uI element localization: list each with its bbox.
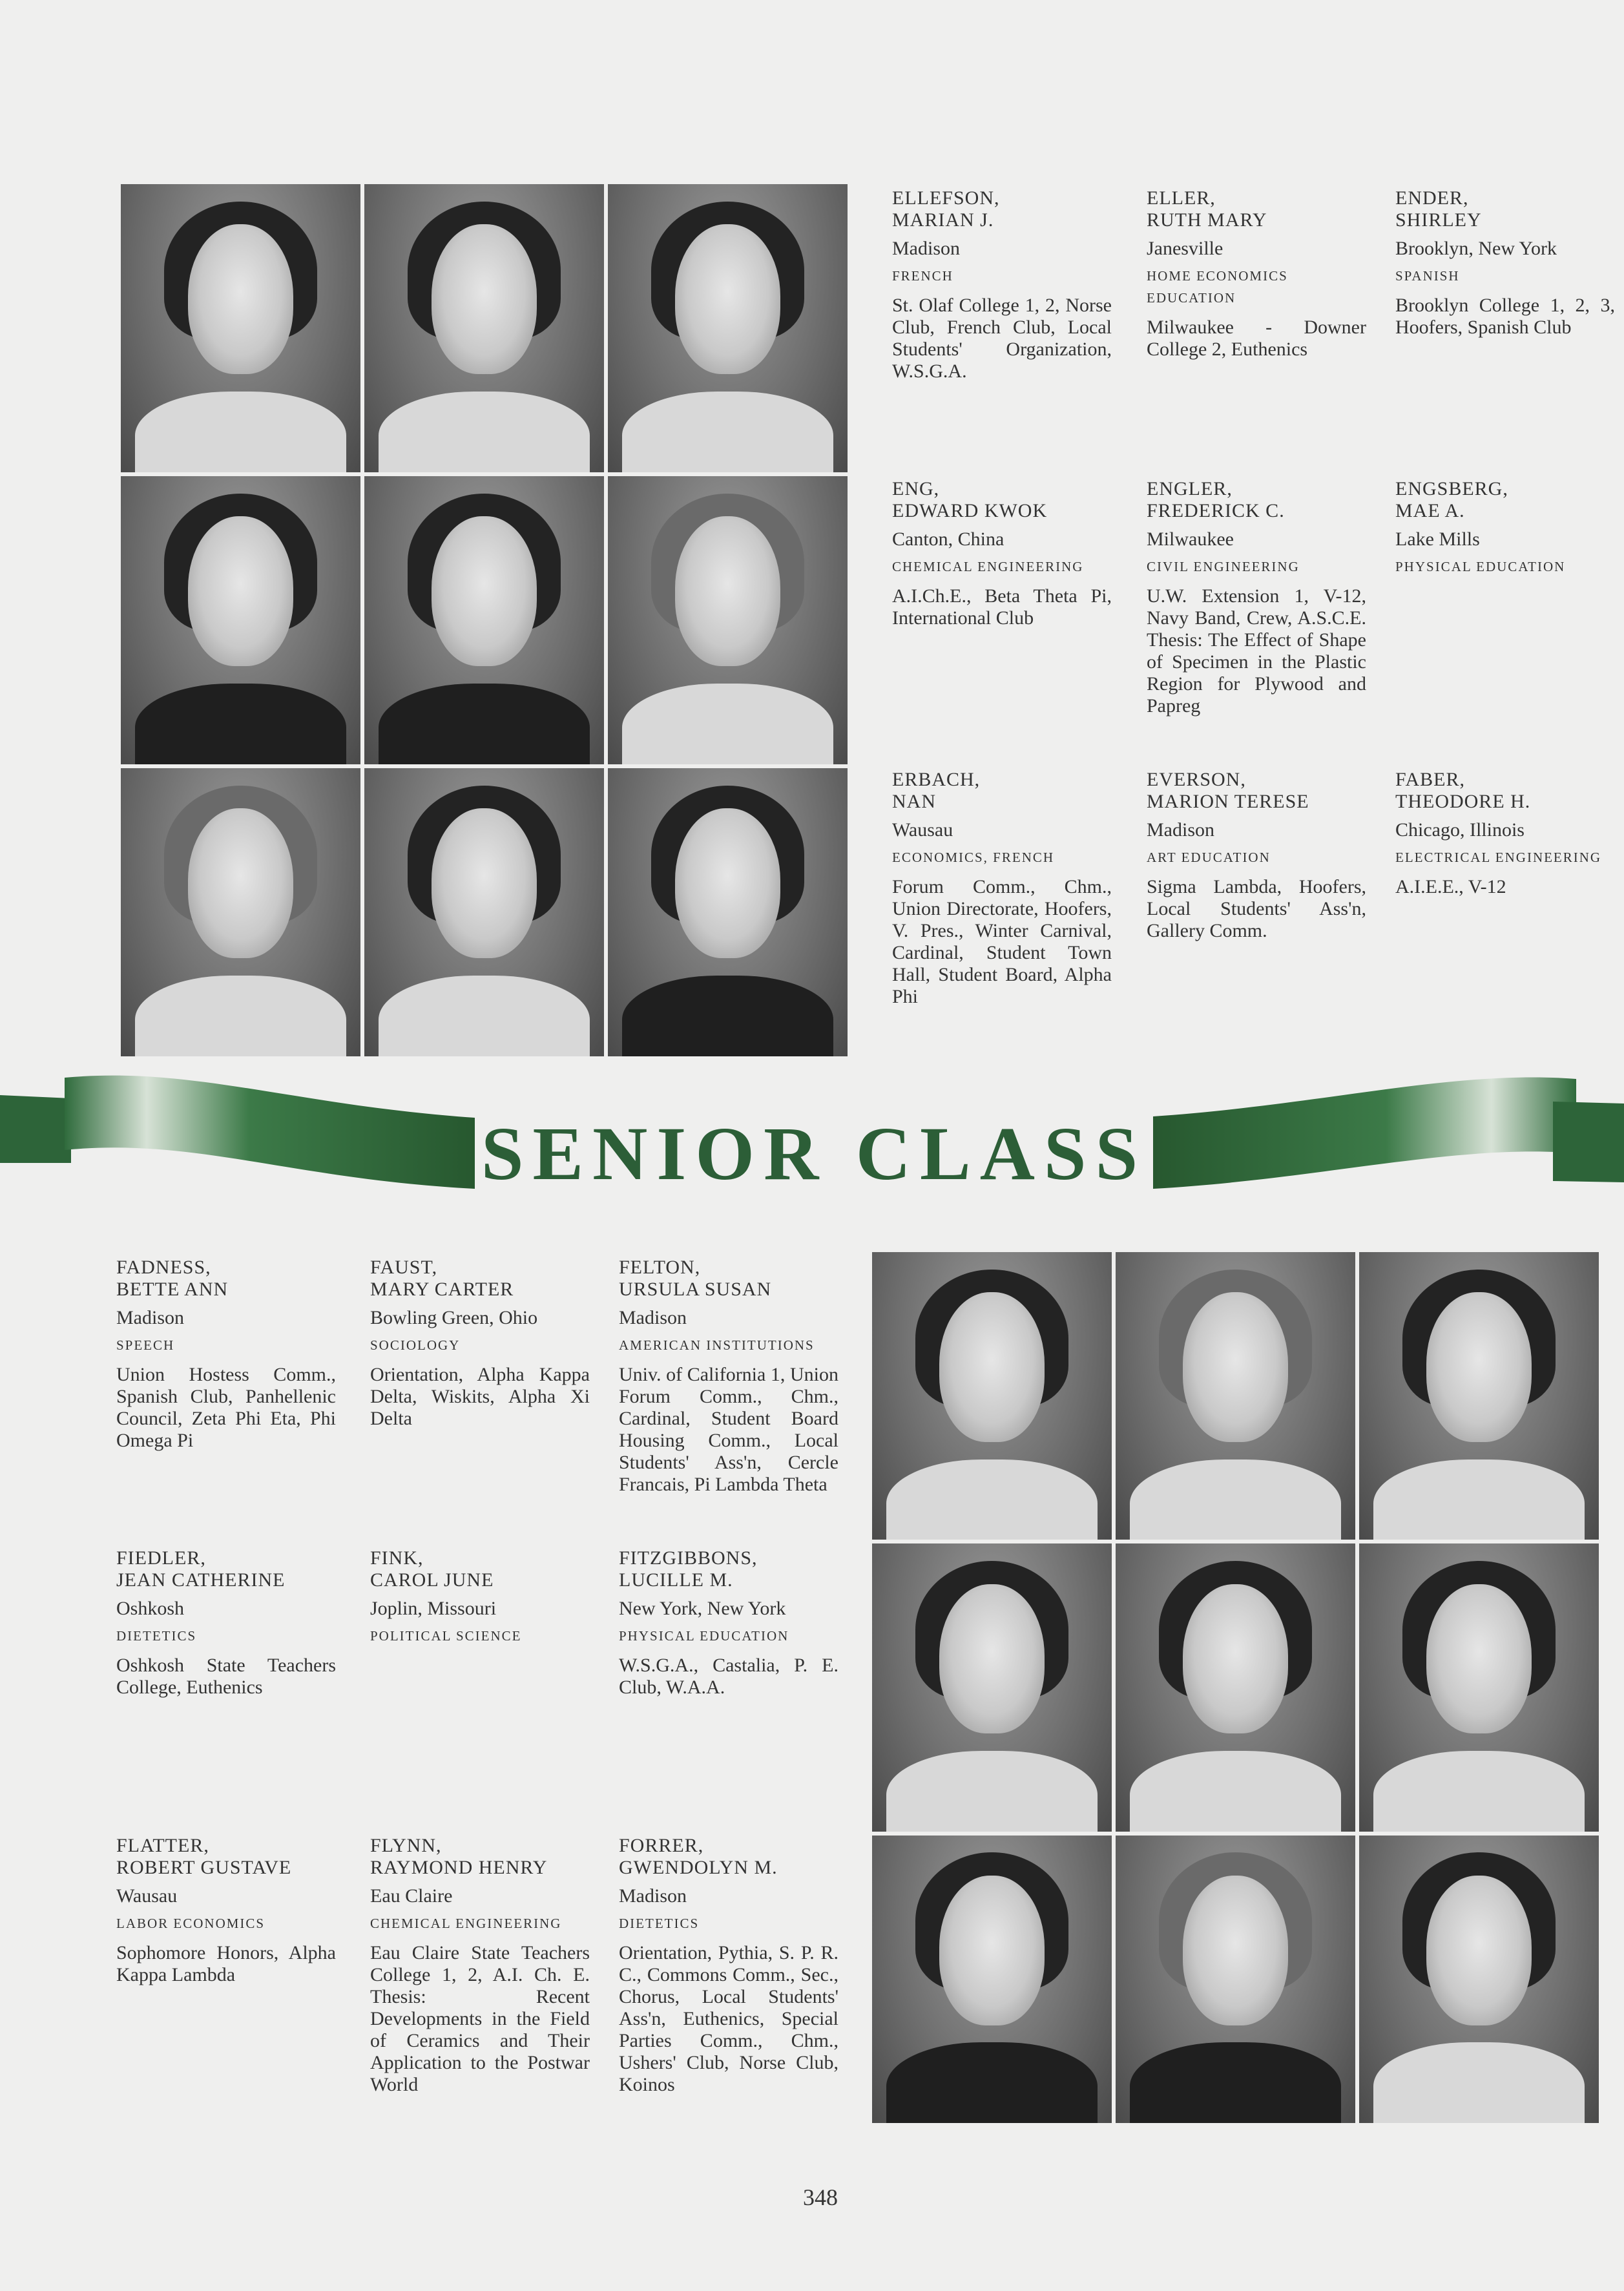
entry-activities: Forum Comm., Chm., Union Directorate, Hoofers, V. Pres., Winter Carnival, Cardinal, Student Town Hall, Student Board, Alpha Phi: [892, 876, 1112, 1007]
page-number: 348: [803, 2184, 838, 2210]
entry-given-name: NAN: [892, 791, 936, 812]
portrait-photo: [1116, 1543, 1355, 1831]
entry-given-name: CAROL JUNE: [370, 1569, 494, 1591]
bottom-portrait-grid: [872, 1252, 1599, 2123]
entry-major: DIETETICS: [116, 1628, 197, 1644]
entry-hometown: Milwaukee: [1147, 528, 1234, 550]
senior-entry: [1147, 187, 1366, 361]
entry-major: LABOR ECONOMICS: [116, 1916, 265, 1931]
entry-given-name: GWENDOLYN M.: [619, 1857, 778, 1878]
entry-major: SOCIOLOGY: [370, 1337, 461, 1353]
senior-entry: [370, 1835, 590, 2096]
entry-major: CIVIL ENGINEERING: [1147, 559, 1300, 574]
entry-activities: Union Hostess Comm., Spanish Club, Panhellenic Council, Zeta Phi Eta, Phi Omega Pi: [116, 1364, 336, 1451]
entry-surname: FINK,: [370, 1547, 424, 1569]
senior-entry: [1147, 769, 1366, 942]
entry-given-name: ROBERT GUSTAVE: [116, 1857, 292, 1878]
senior-entry: [1147, 478, 1366, 717]
entry-major: ELECTRICAL ENGINEERING: [1395, 850, 1602, 865]
senior-entry: [116, 1835, 336, 1986]
entry-surname: FLATTER,: [116, 1835, 209, 1856]
entry-given-name: FREDERICK C.: [1147, 500, 1285, 521]
entry-given-name: MARIAN J.: [892, 209, 994, 231]
entry-hometown: Wausau: [892, 819, 953, 841]
entry-major: CHEMICAL ENGINEERING: [892, 559, 1084, 574]
entry-surname: FELTON,: [619, 1257, 701, 1278]
entry-given-name: RUTH MARY: [1147, 209, 1267, 231]
entry-given-name: MARY CARTER: [370, 1279, 514, 1300]
entry-surname: FAUST,: [370, 1257, 438, 1278]
entry-surname: FLYNN,: [370, 1835, 442, 1856]
entry-surname: ELLEFSON,: [892, 187, 1000, 209]
entry-surname: ELLER,: [1147, 187, 1216, 209]
entry-activities: Eau Claire State Teachers College 1, 2, A.I. Ch. E. Thesis: Recent Developments in the Field of Ceramics and Their Application to the Postwar World: [370, 1942, 590, 2095]
portrait-photo: [872, 1252, 1112, 1540]
entry-major: SPEECH: [116, 1337, 175, 1353]
entry-major: ART EDUCATION: [1147, 850, 1271, 865]
entry-hometown: Wausau: [116, 1885, 178, 1907]
top-portrait-grid: [121, 184, 848, 1056]
entry-major: FRENCH: [892, 268, 953, 284]
entry-surname: FIEDLER,: [116, 1547, 206, 1569]
entry-hometown: Bowling Green, Ohio: [370, 1307, 538, 1328]
entry-hometown: Madison: [619, 1885, 687, 1907]
entry-hometown: Canton, China: [892, 528, 1005, 550]
entry-surname: ENGSBERG,: [1395, 478, 1508, 499]
portrait-photo: [608, 184, 848, 472]
entry-given-name: RAYMOND HENRY: [370, 1857, 548, 1878]
senior-entry: [1395, 769, 1615, 898]
entry-hometown: Madison: [892, 238, 960, 259]
portrait-photo: [1359, 1252, 1599, 1540]
entry-activities: Brooklyn College 1, 2, 3, Hoofers, Spanish Club: [1395, 295, 1615, 338]
senior-entry: [892, 478, 1112, 629]
entry-given-name: THEODORE H.: [1395, 791, 1531, 812]
senior-entry: [619, 1547, 838, 1699]
entry-surname: FABER,: [1395, 769, 1465, 790]
portrait-photo: [608, 768, 848, 1056]
entry-hometown: Madison: [619, 1307, 687, 1328]
entry-activities: Orientation, Pythia, S. P. R. C., Commons Comm., Sec., Chorus, Local Students' Ass'n, Euthenics, Special Parties Comm., Chm., Ushers' Club, Norse Club, Koinos: [619, 1942, 838, 2095]
entry-hometown: Madison: [116, 1307, 184, 1328]
entry-hometown: Eau Claire: [370, 1885, 453, 1907]
senior-entry: [116, 1257, 336, 1452]
senior-entry: [1395, 478, 1615, 585]
portrait-photo: [1116, 1252, 1355, 1540]
entry-given-name: URSULA SUSAN: [619, 1279, 772, 1300]
portrait-photo: [1116, 1836, 1355, 2123]
portrait-photo: [364, 184, 604, 472]
portrait-photo: [608, 476, 848, 764]
entry-hometown: Oshkosh: [116, 1598, 185, 1619]
entry-given-name: MAE A.: [1395, 500, 1465, 521]
entry-hometown: Lake Mills: [1395, 528, 1480, 550]
entry-surname: ENDER,: [1395, 187, 1469, 209]
entry-activities: Sigma Lambda, Hoofers, Local Students' Ass'n, Gallery Comm.: [1147, 876, 1366, 941]
entry-given-name: MARION TERESE: [1147, 791, 1309, 812]
entry-hometown: Joplin, Missouri: [370, 1598, 497, 1619]
senior-entry: [892, 187, 1112, 382]
section-title: SENIOR CLASS: [481, 1111, 1147, 1196]
senior-entry: [370, 1257, 590, 1430]
entry-given-name: EDWARD KWOK: [892, 500, 1048, 521]
entry-activities: Milwaukee - Downer College 2, Euthenics: [1147, 317, 1366, 360]
entry-activities: Sophomore Honors, Alpha Kappa Lambda: [116, 1942, 336, 1985]
portrait-photo: [1359, 1543, 1599, 1831]
senior-entry: [619, 1835, 838, 2096]
entry-activities: St. Olaf College 1, 2, Norse Club, French Club, Local Students' Organization, W.S.G.A.: [892, 295, 1112, 382]
entry-major: PHYSICAL EDUCATION: [1395, 559, 1566, 574]
entry-activities: Univ. of California 1, Union Forum Comm., Chm., Cardinal, Student Board Housing Comm., Local Students' Ass'n, Cercle Francais, Pi Lambda Theta: [619, 1364, 838, 1495]
portrait-photo: [872, 1836, 1112, 2123]
entry-hometown: Janesville: [1147, 238, 1223, 259]
entry-activities: A.I.E.E., V-12: [1395, 876, 1506, 897]
portrait-photo: [121, 184, 360, 472]
senior-entry: [619, 1257, 838, 1496]
entry-major: AMERICAN INSTITUTIONS: [619, 1337, 815, 1353]
portrait-photo: [121, 476, 360, 764]
portrait-photo: [364, 768, 604, 1056]
portrait-photo: [364, 476, 604, 764]
entry-surname: FORRER,: [619, 1835, 704, 1856]
entry-surname: ENG,: [892, 478, 940, 499]
entry-surname: FITZGIBBONS,: [619, 1547, 758, 1569]
portrait-photo: [872, 1543, 1112, 1831]
entry-hometown: Chicago, Illinois: [1395, 819, 1525, 841]
senior-entry: [116, 1547, 336, 1699]
entry-surname: ERBACH,: [892, 769, 981, 790]
entry-surname: ENGLER,: [1147, 478, 1233, 499]
entry-major: SPANISH: [1395, 268, 1460, 284]
entry-major: HOME ECONOMICS EDUCATION: [1147, 268, 1288, 306]
entry-activities: Oshkosh State Teachers College, Euthenics: [116, 1655, 336, 1698]
entry-given-name: BETTE ANN: [116, 1279, 229, 1300]
entry-given-name: JEAN CATHERINE: [116, 1569, 286, 1591]
portrait-photo: [1359, 1836, 1599, 2123]
entry-activities: A.I.Ch.E., Beta Theta Pi, International Club: [892, 585, 1112, 629]
entry-major: PHYSICAL EDUCATION: [619, 1628, 789, 1644]
entry-activities: U.W. Extension 1, V-12, Navy Band, Crew, A.S.C.E. Thesis: The Effect of Shape of Specimen in the Plastic Region for Plywood and Papreg: [1147, 585, 1366, 717]
senior-entry: [1395, 187, 1615, 339]
entry-activities: W.S.G.A., Castalia, P. E. Club, W.A.A.: [619, 1655, 838, 1698]
entry-given-name: LUCILLE M.: [619, 1569, 733, 1591]
senior-entry: [892, 769, 1112, 1008]
portrait-photo: [121, 768, 360, 1056]
entry-major: POLITICAL SCIENCE: [370, 1628, 522, 1644]
entry-major: DIETETICS: [619, 1916, 700, 1931]
entry-major: CHEMICAL ENGINEERING: [370, 1916, 562, 1931]
entry-surname: FADNESS,: [116, 1257, 211, 1278]
entry-hometown: Brooklyn, New York: [1395, 238, 1557, 259]
entry-major: ECONOMICS, FRENCH: [892, 850, 1055, 865]
entry-surname: EVERSON,: [1147, 769, 1246, 790]
entry-given-name: SHIRLEY: [1395, 209, 1482, 231]
entry-hometown: New York, New York: [619, 1598, 786, 1619]
entry-hometown: Madison: [1147, 819, 1214, 841]
entry-activities: Orientation, Alpha Kappa Delta, Wiskits, Alpha Xi Delta: [370, 1364, 590, 1429]
senior-entry: [370, 1547, 590, 1655]
